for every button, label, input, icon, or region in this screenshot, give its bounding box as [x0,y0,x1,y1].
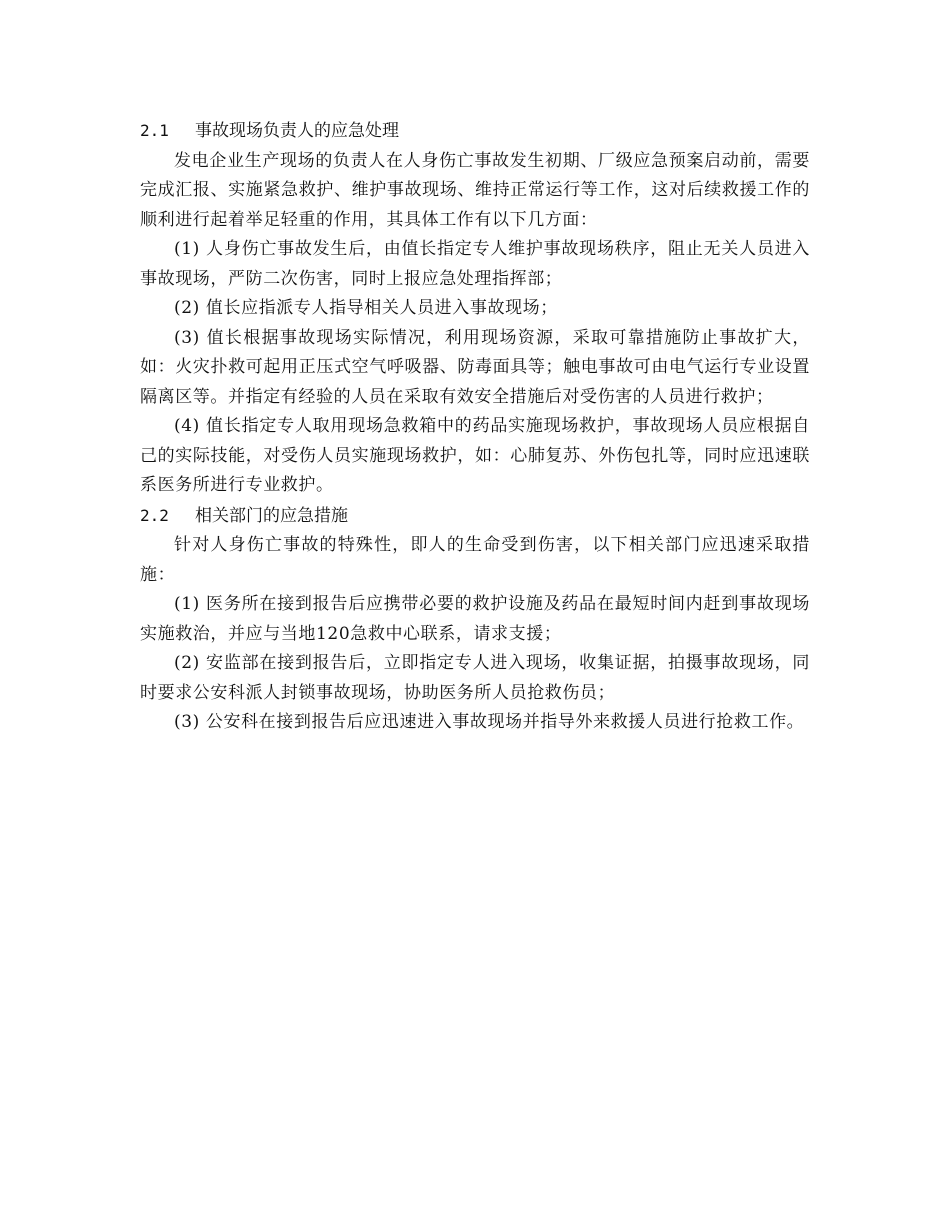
list-item: (1) 医务所在接到报告后应携带必要的救护设施及药品在最短时间内赶到事故现场实施救治，并应与当地120急救中心联系，请求支援； [140,594,810,644]
section-2-1 [140,116,810,501]
section-number: 2.2 [140,505,169,525]
section-intro: 针对人身伤亡事故的特殊性，即人的生命受到伤害，以下相关部门应迅速采取措施： [140,535,810,585]
list-item: (1) 人身伤亡事故发生后，由值长指定专人维护事故现场秩序，阻止无关人员进入事故现场，严防二次伤害，同时上报应急处理指挥部； [140,239,810,289]
section-number: 2.1 [140,121,169,140]
section-heading [140,116,810,147]
section-heading [140,501,810,532]
section-title: 事故现场负责人的应急处理 [195,121,399,141]
list-item: (2) 值长应指派专人指导相关人员进入事故现场； [174,298,558,318]
list-item: (4) 值长指定专人取用现场急救箱中的药品实施现场救护，事故现场人员应根据自己的实际技能，对受伤人员实施现场救护，如：心肺复苏、外伤包扎等，同时应迅速联系医务所进行专业救护。 [140,416,810,495]
section-intro: 发电企业生产现场的负责人在人身伤亡事故发生初期、厂级应急预案启动前，需要完成汇报、实施紧急救护、维护事故现场、维持正常运行等工作，这对后续救援工作的顺利进行起着举足轻重的作用，其具体工作有以下几方面： [140,150,810,230]
list-item: (3) 公安科在接到报告后应迅速进入事故现场并指导外来救援人员进行抢救工作。 [174,712,805,732]
list-item: (3) 值长根据事故现场实际情况，利用现场资源，采取可靠措施防止事故扩大，如：火灾扑救可起用正压式空气呼吸器、防毒面具等；触电事故可由电气运行专业设置隔离区等。并指定有经验的人员在采取有效安全措施后对受伤害的人员进行救护； [140,327,810,407]
section-2-2 [140,501,810,738]
document-body [140,116,810,738]
section-title: 相关部门的应急措施 [195,505,348,526]
list-item: (2) 安监部在接到报告后，立即指定专人进入现场，收集证据，拍摄事故现场，同时要求公安科派人封锁事故现场，协助医务所人员抢救伤员； [140,653,810,703]
